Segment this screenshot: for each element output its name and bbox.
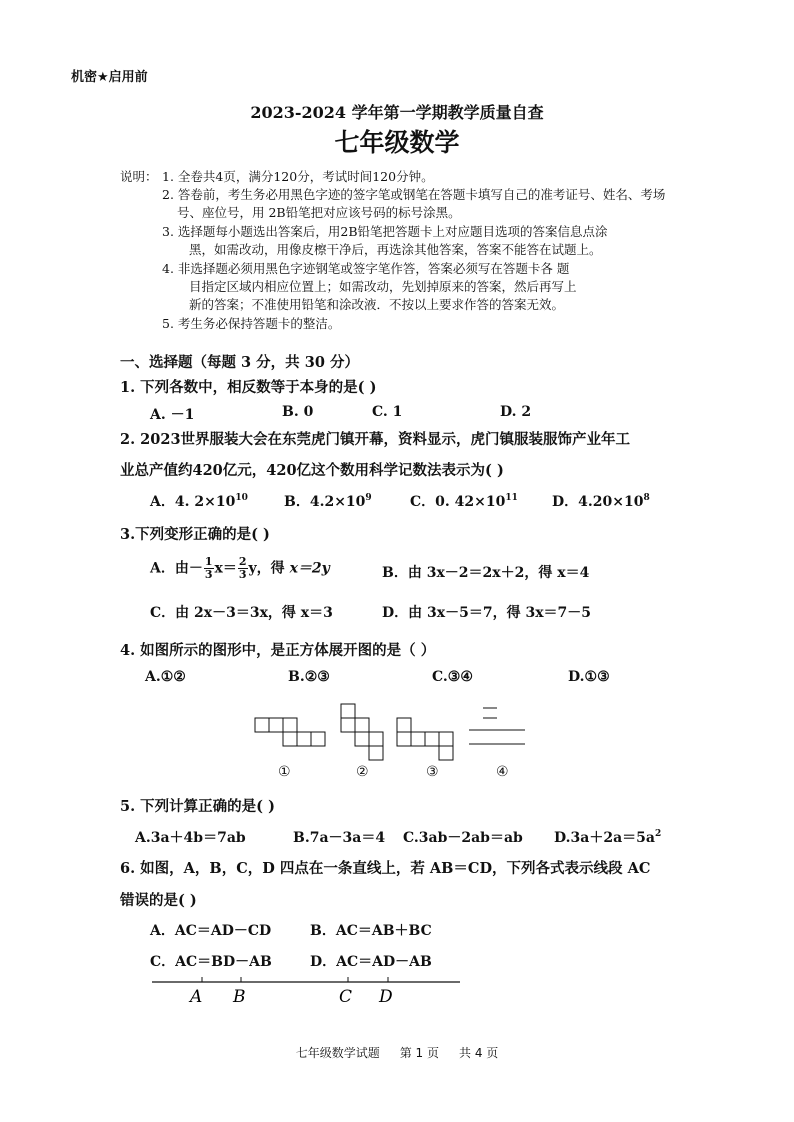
q6-option-a: A．AC＝AD－CD bbox=[150, 923, 272, 939]
q2-stem-line-1: 2. 2023世界服装大会在东莞虎门镇开幕，资料显示，虎门镇服装服饰产业年工 bbox=[120, 431, 631, 448]
note-2-line-2: 号、座位号，用 2B铅笔把对应该号码的标号涂黑。 bbox=[177, 205, 461, 220]
net-label-2: ② bbox=[356, 764, 369, 780]
q4-option-d: D.①③ bbox=[568, 669, 610, 685]
note-5: 5. 考生务必保持答题卡的整洁。 bbox=[162, 316, 341, 331]
q5-option-a: A.3a＋4b＝7ab bbox=[135, 830, 246, 846]
footer-total: 共 4 页 bbox=[459, 1046, 499, 1060]
q2-option-c: C．0. $42\times 10^{11}$ bbox=[410, 493, 518, 510]
note-2-line-1: 2. 答卷前，考生务必用黑色字迹的签字笔或钢笔在答题卡填写自己的准考证号、姓名、考场 bbox=[162, 187, 666, 202]
q3-option-b: B．由 3x－2＝2x＋2，得 x＝4 bbox=[382, 565, 590, 581]
q2-option-a: A．4. $2\times 10^{10}$ bbox=[150, 493, 248, 510]
footer-name: 七年级数学试题 bbox=[295, 1046, 380, 1060]
q2-option-b: B．$4.2\times 10^9$ bbox=[284, 493, 372, 510]
q6-stem-line-2: 错误的是( ) bbox=[120, 892, 197, 909]
note-1: 1. 全卷共4页，满分120分，考试时间120分钟。 bbox=[162, 169, 434, 184]
note-4-line-1: 4. 非选择题必须用黑色字迹钢笔或签字笔作答，答案必须写在答题卡各 题 bbox=[162, 261, 570, 276]
q3-option-c: C．由 2x－3＝3x，得 x＝3 bbox=[150, 605, 333, 621]
q4-stem: 4. 如图所示的图形中，是正方体展开图的是（ ） bbox=[120, 642, 436, 659]
cube-nets-figure bbox=[250, 700, 540, 762]
section-heading: 一、选择题（每题 3 分，共 30 分） bbox=[120, 354, 359, 371]
q6-option-b: B．AC＝AB＋BC bbox=[310, 923, 432, 939]
q4-option-c: C.③④ bbox=[432, 669, 473, 685]
exam-title: 2023-2024 学年第一学期教学质量自查 bbox=[250, 103, 544, 122]
q5-option-d: $D.3a+2a=5a^2$ bbox=[554, 829, 662, 846]
net-label-1: ① bbox=[278, 764, 291, 780]
note-4-line-3: 新的答案；不准使用铅笔和涂改液．不按以上要求作答的答案无效。 bbox=[189, 297, 565, 312]
q6-option-d: D．AC＝AD－AB bbox=[310, 954, 432, 970]
q1-option-c: C. 1 bbox=[372, 404, 403, 420]
line-segment-figure bbox=[145, 970, 470, 1010]
note-3-line-1: 3. 选择题每小题选出答案后，用2B铅笔把答题卡上对应题目选项的答案信息点涂 bbox=[162, 224, 608, 239]
net-label-3: ③ bbox=[426, 764, 439, 780]
point-label-c: C bbox=[339, 987, 353, 1007]
q3-stem: 3.下列变形正确的是( ) bbox=[120, 526, 270, 543]
q2-stem-line-2: 业总产值约420亿元，420亿这个数用科学记数法表示为( ) bbox=[120, 462, 504, 479]
net-3 bbox=[397, 718, 453, 760]
q6-option-c: C．AC＝BD－AB bbox=[150, 954, 272, 970]
page-footer bbox=[0, 1044, 794, 1061]
confidential-mark: 机密★启用前 bbox=[71, 70, 148, 85]
q4-option-a: A.①② bbox=[145, 669, 186, 685]
note-3-line-2: 黑，如需改动，用像皮檫干净后，再选涂其他答案，答案不能答在试题上。 bbox=[189, 242, 602, 257]
q3-option-a: A．由－ $\frac{1}{3}$ x＝ $\frac{2}{3}$ y，得 x＝2y bbox=[150, 555, 330, 581]
net-1 bbox=[255, 718, 325, 746]
q5-option-b: B.7a－3a＝4 bbox=[293, 830, 386, 846]
footer-page: 第 1 页 bbox=[399, 1046, 439, 1060]
net-2 bbox=[341, 704, 383, 760]
point-label-a: A bbox=[190, 987, 203, 1007]
q3-option-d: D．由 3x－5＝7，得 3x＝7－5 bbox=[382, 605, 592, 621]
q4-option-b: B.②③ bbox=[288, 669, 330, 685]
q5-stem: 5. 下列计算正确的是( ) bbox=[120, 798, 275, 815]
point-label-b: B bbox=[233, 987, 246, 1007]
point-label-d: D bbox=[379, 987, 393, 1007]
q6-stem-line-1: 6. 如图，A，B，C，D 四点在一条直线上，若 AB＝CD，下列各式表示线段 AC bbox=[120, 860, 651, 877]
q1-option-d: D. 2 bbox=[500, 404, 532, 420]
net-4 bbox=[469, 708, 525, 744]
exam-subject: 七年级数学 bbox=[334, 128, 460, 157]
notes-lead: 说明： bbox=[120, 169, 158, 184]
q5-option-c: C.3ab－2ab＝ab bbox=[403, 830, 523, 846]
fraction-one-third: $\frac{1}{3}$ bbox=[204, 555, 213, 581]
q2-option-d: D．$4.20\times 10^8$ bbox=[552, 493, 650, 510]
net-label-4: ④ bbox=[496, 764, 509, 780]
note-4-line-2: 目指定区域内相应位置上；如需改动，先划掉原来的答案，然后再写上 bbox=[189, 279, 577, 294]
q1-stem: 1. 下列各数中，相反数等于本身的是( ) bbox=[120, 379, 377, 396]
q1-option-b: B. 0 bbox=[282, 404, 314, 420]
fraction-two-thirds: $\frac{2}{3}$ bbox=[238, 555, 247, 581]
q1-option-a: A. －1 bbox=[150, 407, 195, 423]
